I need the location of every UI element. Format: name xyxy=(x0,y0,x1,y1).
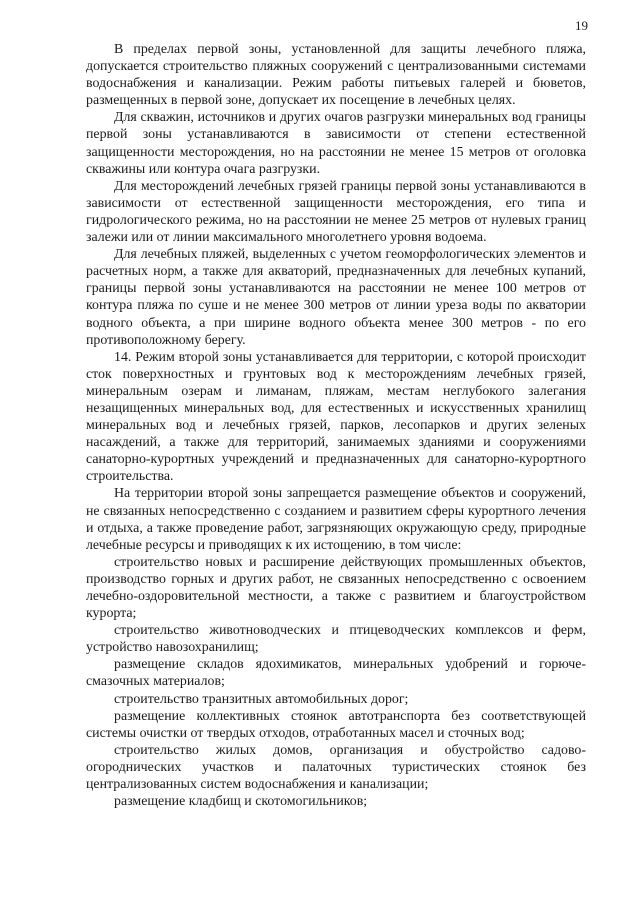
page-number: 19 xyxy=(575,18,588,33)
list-item: строительство жилых домов, организация и обустройство садово-огороднических участков и палаточных туристических стоянок без централизованных систем водоснабжения и канализации; xyxy=(86,742,586,793)
list-item: размещение коллективных стоянок автотранспорта без соответствующей системы очистки от твердых отходов, отработанных масел и сточных вод; xyxy=(86,708,586,741)
list-item: размещение складов ядохимикатов, минеральных удобрений и горюче-смазочных материалов; xyxy=(86,657,586,690)
list-item: размещение кладбищ и скотомогильников; xyxy=(114,794,368,810)
list-item: строительство транзитных автомобильных дорог; xyxy=(114,691,409,707)
paragraph-second-zone-regime: 14. Режим второй зоны устанавливается для территории, с которой происходит сток поверхностных и грунтовых вод к месторождениям лечебных грязей, минеральным озерам и лиманам, пляжам, местам неглубокого залегания незащищенных минеральных вод, для естественных и искусственных хранилищ минеральных вод и лечебных грязей, парков, лесопарков и других зеленых насаждений, а также для территорий, занимаемых зданиями и сооружениями санаторно-курортных учреждений и предназначенных для санаторно-курортного строительства. xyxy=(86,349,586,485)
paragraph-wells-sources: Для скважин, источников и других очагов разгрузки минеральных вод границы первой зоны устанавливаются в зависимости от степени естественной защищенности месторождения, но на расстоянии не менее 15 метров от оголовка скважины или контура очага разгрузки. xyxy=(86,110,586,177)
paragraph-second-zone-prohibitions: На территории второй зоны запрещается размещение объектов и сооружений, не связанных непосредственно с созданием и развитием сферы курортного лечения и отдыха, а также проведение работ, загрязняющих окружающую среду, природные лечебные ресурсы и приводящих к их истощению, в том числе: xyxy=(86,486,586,553)
list-item: строительство новых и расширение действующих промышленных объектов, производство горных и других работ, не связанных непосредственно с освоением лечебно-оздоровительной местности, а также с развитием и благоустройством курорта; xyxy=(86,554,586,622)
list-item: строительство животноводческих и птицеводческих комплексов и ферм, устройство навозохранилищ; xyxy=(86,623,586,656)
paragraph-first-zone-beach: В пределах первой зоны, установленной для защиты лечебного пляжа, допускается строительство пляжных сооружений с централизованными системами водоснабжения и канализации. Режим работы питьевых галерей и бюветов, размещенных в первой зоне, допускает их посещение в лечебных целях. xyxy=(86,42,586,109)
document-body xyxy=(86,41,586,810)
paragraph-mud-deposits: Для месторождений лечебных грязей границы первой зоны устанавливаются в зависимости от естественной защищенности месторождения, его типа и гидрологического режима, но на расстоянии не менее 25 метров от нулевых границ залежи или от линии максимального многолетнего уровня водоема. xyxy=(86,178,586,246)
paragraph-medical-beaches: Для лечебных пляжей, выделенных с учетом геоморфологических элементов и расчетных норм, а также для акваторий, предназначенных для лечебных купаний, границы первой зоны устанавливаются на расстоянии не менее 100 метров от контура пляжа по суше и не менее 300 метров от линии уреза воды по акватории водного объекта, а при ширине водного объекта менее 300 метров - по его противоположному берегу. xyxy=(86,247,586,348)
